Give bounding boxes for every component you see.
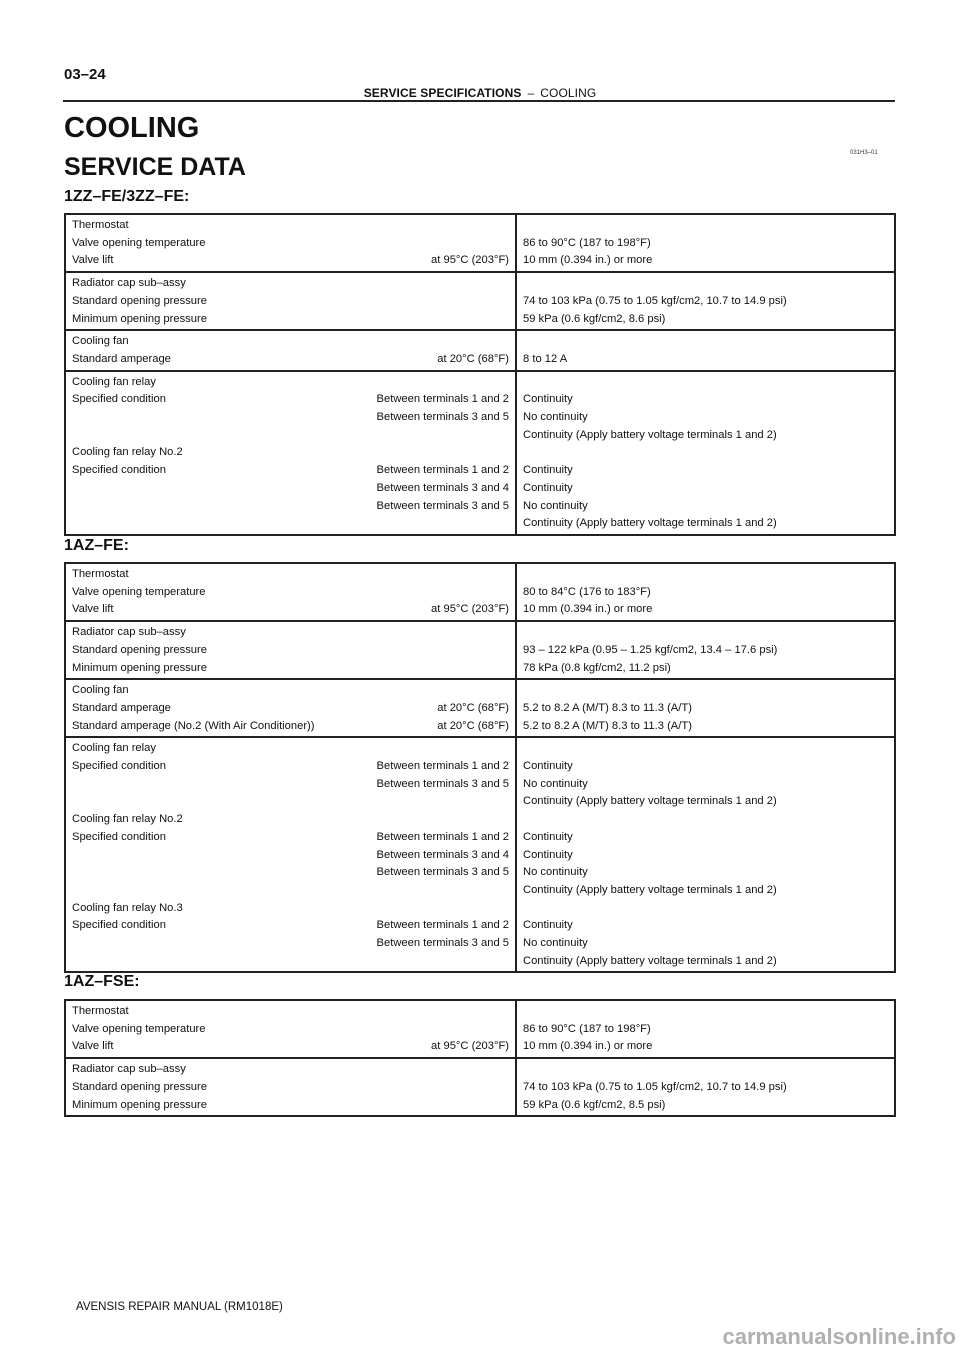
spec-item-label: Standard opening pressure bbox=[72, 643, 207, 656]
spec-value-cell bbox=[516, 1058, 895, 1116]
section-label-1zz-fe: 1ZZ–FE/3ZZ–FE: bbox=[64, 188, 190, 205]
running-header bbox=[0, 86, 960, 100]
spec-item-line bbox=[72, 351, 509, 369]
spec-value: No continuity bbox=[523, 866, 588, 879]
spec-item-label: Cooling fan relay No.2 bbox=[72, 446, 183, 459]
spec-item-label: Radiator cap sub–assy bbox=[72, 626, 186, 639]
spec-condition: Between terminals 3 and 5 bbox=[376, 866, 509, 879]
spec-item-line bbox=[72, 642, 509, 660]
spec-value: 8 to 12 A bbox=[523, 352, 568, 365]
spec-item-line bbox=[72, 480, 509, 498]
spec-value: 5.2 to 8.2 A (M/T) 8.3 to 11.3 (A/T) bbox=[523, 701, 692, 714]
spec-item-cell bbox=[65, 272, 516, 330]
spec-condition: Between terminals 1 and 2 bbox=[376, 760, 509, 773]
spec-value: Continuity bbox=[523, 919, 573, 932]
section-label-1az-fe: 1AZ–FE: bbox=[64, 537, 129, 554]
page-title: COOLING bbox=[64, 112, 200, 144]
spec-value bbox=[523, 217, 888, 235]
spec-item-line bbox=[72, 427, 509, 445]
spec-item-line bbox=[72, 275, 509, 293]
spec-row bbox=[65, 621, 895, 679]
spec-value bbox=[523, 900, 888, 918]
spec-item-line bbox=[72, 793, 509, 811]
spec-item-line bbox=[72, 409, 509, 427]
spec-item-label: Radiator cap sub–assy bbox=[72, 277, 186, 290]
spec-item-line bbox=[72, 235, 509, 253]
spec-item-label: Specified condition bbox=[72, 464, 166, 477]
spec-value-cell bbox=[516, 737, 895, 972]
header-separator: – bbox=[527, 86, 535, 100]
spec-condition: Between terminals 1 and 2 bbox=[376, 393, 509, 406]
spec-item-label: Standard opening pressure bbox=[72, 1080, 207, 1093]
page-subtitle: SERVICE DATA bbox=[64, 153, 246, 181]
spec-value: No continuity bbox=[523, 411, 588, 424]
spec-item-label: Cooling fan bbox=[72, 684, 129, 697]
spec-item-label: Standard amperage bbox=[72, 352, 171, 365]
spec-item-label: Valve lift bbox=[72, 603, 114, 616]
spec-item-label: Thermostat bbox=[72, 568, 129, 580]
spec-value: 10 mm (0.394 in.) or more bbox=[523, 1040, 653, 1053]
spec-value: 59 kPa (0.6 kgf/cm2, 8.6 psi) bbox=[523, 312, 666, 325]
spec-item-line bbox=[72, 391, 509, 409]
spec-row bbox=[65, 1058, 895, 1116]
spec-value-cell bbox=[516, 621, 895, 679]
spec-value bbox=[523, 333, 888, 351]
spec-value: No continuity bbox=[523, 499, 588, 512]
spec-item-line bbox=[72, 776, 509, 794]
spec-item-line bbox=[72, 584, 509, 602]
spec-row bbox=[65, 1000, 895, 1058]
spec-item-line bbox=[72, 740, 509, 758]
spec-item-label: Valve opening temperature bbox=[72, 585, 206, 598]
spec-item-label: Cooling fan relay No.3 bbox=[72, 901, 183, 914]
spec-value: Continuity (Apply battery voltage terminals 1 and 2) bbox=[523, 954, 777, 967]
spec-value-cell bbox=[516, 563, 895, 621]
spec-value: Continuity (Apply battery voltage terminals 1 and 2) bbox=[523, 883, 777, 896]
spec-value: 86 to 90°C (187 to 198°F) bbox=[523, 1022, 651, 1035]
spec-item-cell bbox=[65, 679, 516, 737]
spec-value: 10 mm (0.394 in.) or more bbox=[523, 603, 653, 616]
spec-value bbox=[523, 624, 888, 642]
spec-item-label: Valve opening temperature bbox=[72, 236, 206, 249]
spec-item-line bbox=[72, 515, 509, 533]
spec-value-cell bbox=[516, 330, 895, 370]
spec-item-line bbox=[72, 847, 509, 865]
spec-item-label: Radiator cap sub–assy bbox=[72, 1063, 186, 1076]
spec-item-label: Minimum opening pressure bbox=[72, 312, 207, 325]
spec-condition: Between terminals 1 and 2 bbox=[376, 919, 509, 932]
spec-value-cell bbox=[516, 371, 895, 535]
header-rule bbox=[63, 100, 895, 102]
spec-value: Continuity bbox=[523, 760, 573, 773]
spec-item-label: Cooling fan relay bbox=[72, 375, 156, 388]
spec-item-label: Valve lift bbox=[72, 1040, 114, 1053]
spec-item-cell bbox=[65, 1000, 516, 1058]
spec-item-line bbox=[72, 758, 509, 776]
spec-table-1az-fe bbox=[64, 562, 896, 973]
header-section: SERVICE SPECIFICATIONS bbox=[363, 86, 522, 100]
spec-item-cell bbox=[65, 1058, 516, 1116]
spec-item-cell bbox=[65, 737, 516, 972]
spec-item-line bbox=[72, 333, 509, 351]
spec-item-line bbox=[72, 566, 509, 584]
spec-value: 80 to 84°C (176 to 183°F) bbox=[523, 585, 651, 598]
spec-item-line bbox=[72, 882, 509, 900]
spec-row bbox=[65, 214, 895, 272]
spec-item-label: Specified condition bbox=[72, 393, 166, 406]
spec-value: 59 kPa (0.6 kgf/cm2, 8.5 psi) bbox=[523, 1098, 666, 1111]
spec-value-cell bbox=[516, 1000, 895, 1058]
spec-item-line bbox=[72, 682, 509, 700]
watermark: carmanualsonline.info bbox=[722, 1324, 956, 1349]
spec-item-line bbox=[72, 811, 509, 829]
spec-value-cell bbox=[516, 679, 895, 737]
spec-value bbox=[523, 811, 888, 829]
spec-item-label: Valve opening temperature bbox=[72, 1022, 206, 1035]
spec-value: Continuity bbox=[523, 848, 573, 861]
spec-value bbox=[523, 1003, 888, 1021]
spec-item-label: Specified condition bbox=[72, 830, 166, 843]
spec-row bbox=[65, 679, 895, 737]
spec-value: Continuity (Apply battery voltage terminals 1 and 2) bbox=[523, 517, 777, 530]
spec-item-line bbox=[72, 311, 509, 329]
spec-table-1zz-fe bbox=[64, 213, 896, 536]
spec-item-line bbox=[72, 1061, 509, 1079]
spec-value: 74 to 103 kPa (0.75 to 1.05 kgf/cm2, 10.7 to 14.9 psi) bbox=[523, 294, 787, 307]
spec-item-cell bbox=[65, 563, 516, 621]
spec-item-line bbox=[72, 217, 509, 235]
spec-item-line bbox=[72, 917, 509, 935]
spec-item-line bbox=[72, 498, 509, 516]
spec-item-line bbox=[72, 935, 509, 953]
spec-item-label: Standard opening pressure bbox=[72, 294, 207, 307]
spec-value bbox=[523, 374, 888, 392]
spec-item-line bbox=[72, 444, 509, 462]
spec-item-cell bbox=[65, 621, 516, 679]
spec-item-line bbox=[72, 900, 509, 918]
spec-value: Continuity bbox=[523, 464, 573, 477]
spec-item-line bbox=[72, 953, 509, 971]
spec-item-line bbox=[72, 601, 509, 619]
spec-value: Continuity bbox=[523, 830, 573, 843]
spec-condition: Between terminals 3 and 5 bbox=[376, 937, 509, 950]
spec-condition: at 20°C (68°F) bbox=[437, 701, 509, 714]
spec-value: Continuity (Apply battery voltage terminals 1 and 2) bbox=[523, 428, 777, 441]
spec-row bbox=[65, 272, 895, 330]
spec-item-line bbox=[72, 718, 509, 736]
spec-value: 10 mm (0.394 in.) or more bbox=[523, 254, 653, 267]
spec-condition: Between terminals 3 and 5 bbox=[376, 777, 509, 790]
spec-item-cell bbox=[65, 330, 516, 370]
spec-condition: Between terminals 3 and 5 bbox=[376, 411, 509, 424]
spec-value: Continuity (Apply battery voltage terminals 1 and 2) bbox=[523, 795, 777, 808]
spec-condition: at 20°C (68°F) bbox=[437, 719, 509, 732]
spec-condition: at 95°C (203°F) bbox=[431, 1040, 509, 1053]
header-subsection: COOLING bbox=[540, 86, 597, 100]
spec-item-label: Standard amperage bbox=[72, 701, 171, 714]
spec-value bbox=[523, 566, 888, 584]
spec-condition: Between terminals 1 and 2 bbox=[376, 464, 509, 477]
spec-item-label: Standard amperage (No.2 (With Air Conditioner)) bbox=[72, 719, 315, 732]
spec-item-line bbox=[72, 700, 509, 718]
spec-value-cell bbox=[516, 214, 895, 272]
spec-row bbox=[65, 737, 895, 972]
spec-value: Continuity bbox=[523, 393, 573, 406]
spec-value bbox=[523, 682, 888, 700]
spec-item-label: Minimum opening pressure bbox=[72, 1098, 207, 1111]
spec-value bbox=[523, 1061, 888, 1079]
spec-value: 78 kPa (0.8 kgf/cm2, 11.2 psi) bbox=[523, 661, 671, 674]
spec-value bbox=[523, 444, 888, 462]
spec-item-label: Minimum opening pressure bbox=[72, 661, 207, 674]
spec-item-label: Specified condition bbox=[72, 760, 166, 773]
section-label-1az-fse: 1AZ–FSE: bbox=[64, 973, 140, 990]
spec-item-label: Thermostat bbox=[72, 1005, 129, 1017]
spec-item-line bbox=[72, 660, 509, 678]
spec-value: No continuity bbox=[523, 777, 588, 790]
spec-item-line bbox=[72, 1003, 509, 1021]
spec-item-line bbox=[72, 293, 509, 311]
spec-item-label: Cooling fan relay No.2 bbox=[72, 813, 183, 826]
spec-item-line bbox=[72, 829, 509, 847]
spec-value bbox=[523, 275, 888, 293]
spec-item-label: Cooling fan relay bbox=[72, 742, 156, 755]
spec-item-label: Thermostat bbox=[72, 219, 129, 231]
spec-item-line bbox=[72, 1097, 509, 1115]
spec-value: Continuity bbox=[523, 481, 573, 494]
spec-item-line bbox=[72, 1038, 509, 1056]
spec-condition: at 95°C (203°F) bbox=[431, 603, 509, 616]
spec-value: 93 – 122 kPa (0.95 – 1.25 kgf/cm2, 13.4 – 17.6 psi) bbox=[523, 643, 778, 656]
spec-condition: Between terminals 3 and 4 bbox=[376, 848, 509, 861]
page-number: 03–24 bbox=[64, 66, 106, 83]
spec-condition: Between terminals 3 and 4 bbox=[376, 481, 509, 494]
spec-value bbox=[523, 740, 888, 758]
spec-item-line bbox=[72, 1079, 509, 1097]
footer-manual-title: AVENSIS REPAIR MANUAL (RM1018E) bbox=[76, 1301, 283, 1313]
spec-item-label: Valve lift bbox=[72, 254, 114, 267]
spec-item-line bbox=[72, 374, 509, 392]
spec-value: 86 to 90°C (187 to 198°F) bbox=[523, 236, 651, 249]
spec-row bbox=[65, 330, 895, 370]
spec-item-line bbox=[72, 864, 509, 882]
spec-condition: Between terminals 1 and 2 bbox=[376, 830, 509, 843]
spec-row bbox=[65, 563, 895, 621]
spec-value: 74 to 103 kPa (0.75 to 1.05 kgf/cm2, 10.7 to 14.9 psi) bbox=[523, 1080, 787, 1093]
spec-value: No continuity bbox=[523, 937, 588, 950]
spec-item-cell bbox=[65, 214, 516, 272]
spec-item-line bbox=[72, 252, 509, 270]
figure-code: 031H3–01 bbox=[850, 150, 878, 156]
spec-item-cell bbox=[65, 371, 516, 535]
spec-condition: Between terminals 3 and 5 bbox=[376, 499, 509, 512]
spec-condition: at 95°C (203°F) bbox=[431, 254, 509, 267]
spec-item-line bbox=[72, 1021, 509, 1039]
spec-row bbox=[65, 371, 895, 535]
spec-item-line bbox=[72, 462, 509, 480]
spec-table-1az-fse bbox=[64, 999, 896, 1117]
spec-value: 5.2 to 8.2 A (M/T) 8.3 to 11.3 (A/T) bbox=[523, 719, 692, 732]
spec-item-line bbox=[72, 624, 509, 642]
spec-item-label: Cooling fan bbox=[72, 335, 129, 348]
spec-value-cell bbox=[516, 272, 895, 330]
spec-condition: at 20°C (68°F) bbox=[437, 352, 509, 365]
spec-item-label: Specified condition bbox=[72, 919, 166, 932]
